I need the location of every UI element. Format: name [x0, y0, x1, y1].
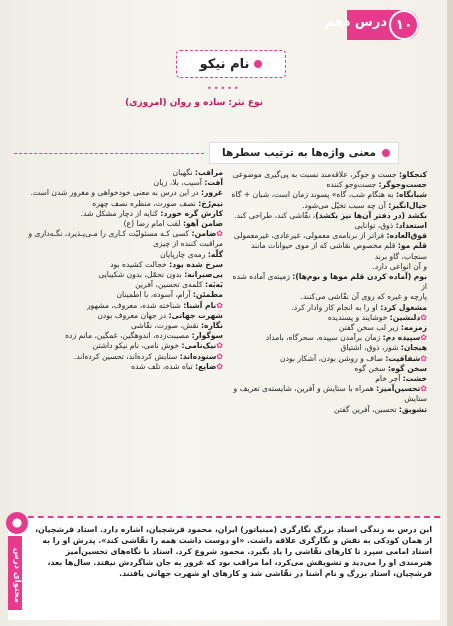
star-icon: ✿: [420, 384, 427, 394]
vocab-definition: او را به انجام کار وادار کرد.: [291, 302, 381, 312]
flower-bullet-icon: [254, 60, 262, 68]
vocab-entry: [27, 250, 223, 260]
vocab-heading: معنی واژه‌ها به ترتیب سطرها: [222, 147, 376, 159]
vocab-term: سوگوار:: [191, 331, 223, 341]
vocab-entry: [27, 260, 223, 270]
vocab-term: خیال‌انگیز:: [388, 200, 427, 210]
vocab-term: فوق‌العاده:: [386, 231, 427, 241]
vocab-term: مشغول کرد:: [380, 302, 427, 312]
star-icon: ✿: [420, 353, 427, 363]
vocab-definition: کلمه‌ی تحسین، آفرین: [135, 280, 206, 290]
vocab-entry: [27, 178, 223, 188]
vocab-entry: [27, 209, 223, 219]
flower-icon: [6, 512, 28, 534]
star-icon: ✿: [216, 341, 223, 351]
vocab-term: هیجان:: [400, 343, 427, 353]
lesson-label: درس دهم: [324, 15, 387, 30]
vocab-entry: [27, 219, 223, 229]
vocab-entry: [227, 313, 427, 323]
vocab-entry: [27, 270, 223, 280]
dotted-ornament: •••••: [207, 84, 241, 93]
vocab-entry: [27, 331, 223, 341]
vocab-definition: کنایه از دچار مشکل شد.: [80, 208, 161, 218]
vocab-definition: ، نقّاشی کند، طراحی کند.: [234, 210, 316, 220]
binding-edge: [447, 0, 453, 626]
vocab-term: بَه‌بَه:: [205, 280, 223, 290]
vocab-definition: آسیب، بلا، زیان: [153, 178, 205, 188]
vocab-term: سخن گوه:: [387, 363, 427, 373]
prose-type: نوع نثر: ساده و روان (امروزی): [125, 98, 263, 108]
vocab-term: سرخ شده بود:: [169, 259, 223, 269]
vocab-entry: [227, 201, 427, 211]
vocab-definition: در این درس به معنی خودخواهی و مغرور شدن است.: [30, 188, 201, 198]
vocab-definition: آن چه سبب تخیّل می‌شود.: [302, 200, 389, 210]
vocab-definition: خوشایند و پسندیده: [327, 312, 390, 322]
vocab-term: ستوده‌اند:: [179, 351, 217, 361]
vocab-entry: [227, 303, 427, 313]
vocab-term: ضامن:: [191, 229, 217, 239]
vocab-term: گلّه:: [207, 249, 223, 259]
vocab-entry: [227, 374, 427, 384]
vocab-definition: کسی کـه مسئولیّت کـاری را مـی‌پـذیرد، نگـه‌داری و: [28, 229, 192, 239]
vocab-entry: [227, 343, 427, 353]
vocab-entry: [27, 290, 223, 300]
section-divider: [14, 153, 204, 154]
vocab-definition: نقش، صورت، نقّاشی: [131, 321, 201, 331]
vocab-term: کارش گره خورد:: [160, 208, 223, 218]
vocab-term: بکشد (در دفتر آن‌ها نیز بکشد): [315, 210, 427, 220]
vocab-definition: قلم مخصوص نقاشی که از موی حیوانات مانند سنجاب، گاو برند: [250, 241, 427, 261]
vocab-entry: [27, 311, 223, 321]
vocab-definition: تحسین، آفرین گفتن: [334, 404, 399, 414]
vocab-entry: [27, 362, 223, 372]
vocab-heading-box: [209, 142, 399, 164]
vocab-definition: آجر خام: [375, 374, 403, 384]
vocab-term: ضامن آهو:: [182, 219, 223, 229]
vocab-term: غرور:: [200, 188, 223, 198]
star-icon: ✿: [420, 333, 427, 343]
vocab-entry: [27, 280, 223, 290]
vocab-definition: ذوق، توانایی: [354, 221, 396, 231]
vocab-entry: [227, 221, 427, 231]
flower-bullet-icon: [382, 149, 390, 157]
vocab-entry: [27, 168, 223, 178]
vocab-term: کنجکاو:: [398, 170, 427, 179]
vocab-term: ضایع:: [195, 361, 217, 371]
vocab-definition: ستایش کرده‌اند، تحسین کرده‌اند.: [73, 351, 180, 361]
star-icon: ✿: [216, 351, 223, 361]
vocab-column-right: [227, 170, 427, 415]
vocab-entry: [227, 190, 427, 200]
vocab-definition: به هنگام شب، گاه» پسوند زمان است، شبان + گاه: [231, 190, 396, 200]
vocab-definition: تباه شده، تلف شده: [131, 361, 196, 371]
vocab-term: خشت:: [402, 374, 427, 384]
vocab-entry: [227, 364, 427, 374]
star-icon: ✿: [216, 300, 223, 310]
lesson-number-badge: ۱۰: [389, 10, 419, 40]
vocab-definition: خوش نامی، نام نیکو داشتن: [92, 341, 182, 351]
vocab-definition: آرام، آسوده، با اطمینان: [116, 290, 193, 300]
vocab-entry: [27, 352, 223, 362]
vocab-term: بی‌صبرانه:: [184, 270, 223, 280]
vocab-term: نگاره:: [200, 321, 223, 331]
vocab-term: جست‌وجوگر:: [378, 180, 427, 190]
vocab-entry: [27, 341, 223, 351]
vocab-entry: [227, 384, 427, 404]
lesson-title-box: [176, 50, 286, 78]
vocab-entry: [227, 211, 427, 221]
star-icon: ✿: [216, 361, 223, 371]
vocab-term: آفت:: [204, 178, 223, 188]
vocab-entry: [27, 301, 223, 311]
vocab-term: شهرت جهانی:: [168, 310, 223, 320]
vocab-entry: [227, 180, 427, 190]
vocab-entry: [27, 239, 223, 249]
vocab-definition: فراتر از برنامه‌ی معمولی، غیرعادی، غیرمعمولی: [233, 231, 387, 241]
vocab-term: مطمئن:: [192, 290, 223, 300]
vocab-entry: [227, 170, 427, 180]
vocab-term: نیک‌نامی:: [181, 341, 217, 351]
vocab-definition: زمان برآمدن سپیده، سحرگاه، بامداد: [265, 333, 383, 343]
vocab-column-left: [27, 168, 223, 372]
vocab-entry: [227, 405, 427, 415]
vocab-term: نیم‌رُخ:: [198, 198, 223, 208]
vocab-definition: رمه‌ی چارپایان: [160, 249, 208, 259]
vocab-entry: [27, 321, 223, 331]
vocab-entry: [227, 272, 427, 292]
vocab-definition: پارچه و غیره که روی آن نقّاشی می‌کنند.: [300, 292, 427, 302]
vocab-definition: سخن گوه: [354, 363, 388, 373]
vocab-entry: [227, 323, 427, 333]
vocab-definition: زیر لب سخن گفتن: [338, 323, 401, 333]
lesson-title: نام نیکو: [199, 56, 250, 72]
vocab-entry: [227, 262, 427, 272]
vocab-term: قلم مو:: [397, 241, 427, 251]
vocab-term: زمزمه:: [400, 323, 427, 333]
vocab-definition: زمینه‌ی آماده شده از: [232, 272, 427, 292]
vocab-definition: و آن انواعی دارد.: [372, 261, 427, 271]
vocab-entry: [227, 333, 427, 343]
vocab-definition: جست‌وجو کننده: [326, 180, 379, 190]
vocab-definition: بدون تحمّل، بدون شکیبایی: [98, 270, 185, 280]
vocab-definition: شناخته شده، معروف، مشهور: [87, 300, 184, 310]
vocab-entry: [227, 354, 427, 364]
vocab-term: نام آشنا:: [183, 300, 217, 310]
vocab-term: استعداد:: [395, 221, 427, 231]
vocab-entry: [227, 241, 427, 261]
vocab-definition: در جهان معروف بودن: [97, 310, 169, 320]
vocab-definition: صاف و روشن بودن، آشکار بودن: [280, 353, 386, 363]
vocab-definition: لقب امام رضا (ع): [123, 219, 183, 229]
vocab-term: تحسین‌آمیز:: [376, 384, 421, 394]
vocab-definition: مصیبت‌زده، اندوهگین، غمگین، ماتم زده: [65, 331, 192, 341]
vocab-definition: نصف صورت، منظره نصف چهره: [92, 198, 199, 208]
vocab-definition: مراقبت کننده از چیزی: [152, 239, 223, 249]
vocab-term: بوم (آماده کردن قلم موها و بوم‌ها):: [292, 272, 427, 282]
vocab-entry: [27, 229, 223, 239]
vocab-term: دلنشین:: [389, 312, 421, 322]
vocab-entry: [27, 188, 223, 198]
vocab-definition: شور، ذوق، اشتیاق: [340, 343, 401, 353]
star-icon: ✿: [216, 229, 223, 239]
lesson-content-text: این درس به زندگی استاد بزرگ نگارگری (مینیاتور) ایران، محمود فرشچیان، اشاره دارد. استاد فرشچیان، از همان کودکی به نقش و نگارگری علاقه داشت. «او دوست داشت همه را نقّاشی کند». پدرش او را به استاد امامی سپرد تا کارهای نقّاشی را یاد بگیرد. محمود شروع کرد. استاد با نگاه‌های تحسین‌آمیز هنرمندی او را می‌دید و تشویقش می‌کرد، اما مراقب بود که غرور به جان شاگردش نیفتد. سال‌ها بعد، فرشچیان، استاد بزرگ و نام آشنا در نقّاشی شد و کارهای او شهرت جهانی یافتند.: [35, 525, 432, 578]
vocab-term: تشویق:: [398, 404, 427, 414]
vocab-term: شبانگاه:: [395, 190, 427, 200]
vocab-definition: خجالت کشیده بود: [110, 259, 170, 269]
vocab-entry: [227, 292, 427, 302]
vocab-term: شفافیت:: [385, 353, 421, 363]
vocab-definition: جست و جوگر، علاقه‌مند نسبت به پی‌گیری موضوعی: [232, 170, 399, 179]
vocab-entry: [227, 231, 427, 241]
content-label: محتوای درس: [12, 547, 22, 603]
vocab-term: مراقب:: [194, 168, 223, 177]
vocab-term: سپیده دم:: [382, 333, 421, 343]
vocab-definition: نگهبان: [172, 168, 195, 177]
star-icon: ✿: [420, 312, 427, 322]
vocab-definition: همراه با ستایش و آفرین، شایسته‌ی تعریف و ستایش: [233, 384, 427, 404]
vocab-entry: [27, 199, 223, 209]
